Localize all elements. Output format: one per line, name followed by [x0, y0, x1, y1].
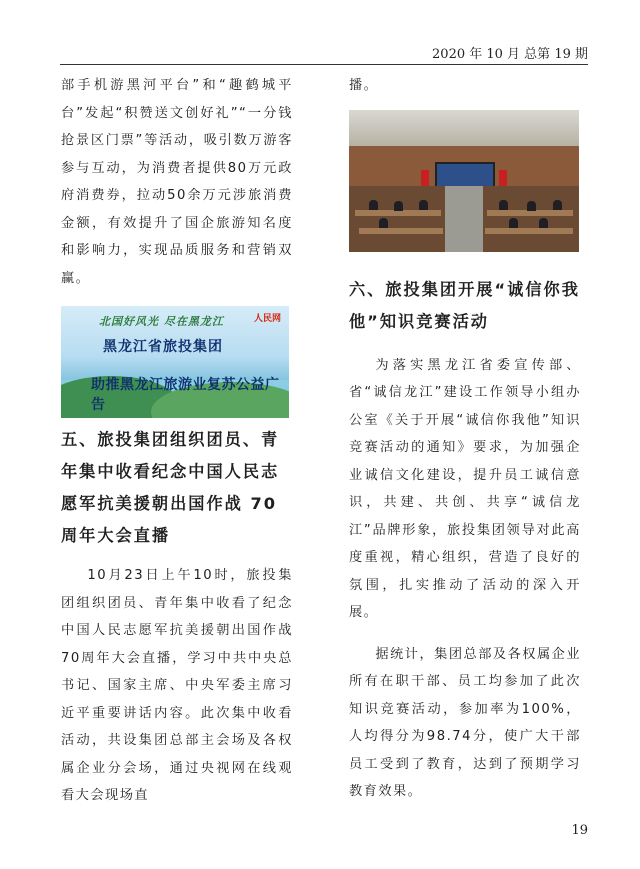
- photo-person: [527, 201, 536, 211]
- section-6-paragraph-1: 为落实黑龙江省委宣传部、省“诚信龙江”建设工作领导小组办公室《关于开展“诚信你我他”知识竞赛活动的通知》要求，为加强企业诚信文化建设，提升员工诚信意识，共建、共创、共享“诚信龙江”品牌形象，旅投集团领导对此高度重视，精心组织，营造了良好的氛围，扎实推动了活动的深入开展。: [349, 357, 581, 620]
- photo-person: [509, 218, 518, 228]
- issue-header: 2020 年 10 月 总第 19 期: [432, 47, 588, 62]
- left-column: [61, 72, 293, 810]
- continued-text: 播。: [349, 78, 379, 93]
- page-number: 19: [571, 823, 588, 838]
- photo-ceiling: [349, 110, 579, 146]
- section-heading-5: 五、旅投集团组织团员、青年集中收看纪念中国人民志愿军抗美援朝出国作战 70 周年大会直播: [61, 430, 280, 545]
- section-6-paragraph-2: 据统计，集团总部及各权属企业所有在职干部、员工均参加了此次知识竞赛活动，参加率为100%，人均得分为98.74分，使广大干部员工受到了教育，达到了预期学习教育效果。: [349, 646, 582, 799]
- meeting-photo: [349, 110, 579, 252]
- continued-paragraph: 部手机游黑河平台”和“趣鹤城平台”发起“积赞送文创好礼”“一分钱抢景区门票”等活动，吸引数万游客参与互动，为消费者提供80万元政府消费券，拉动50余万元涉旅消费金额，有效提升了国企旅游知名度和影响力，实现品质服务和营销双赢。: [61, 78, 293, 286]
- photo-person: [379, 218, 388, 228]
- photo-desk-row: [359, 228, 443, 234]
- photo-person: [499, 200, 508, 210]
- ad-banner-image: [61, 306, 289, 418]
- photo-person: [539, 218, 548, 228]
- banner-slogan: 北国好风光 尽在黑龙江: [99, 315, 224, 328]
- photo-person: [394, 201, 403, 211]
- banner-title-2: 助推黑龙江旅游业复苏公益广告: [91, 377, 280, 413]
- banner-logo: 人民网: [253, 314, 281, 324]
- section-5-paragraph: 10月23日上午10时，旅投集团组织团员、青年集中收看了纪念中国人民志愿军抗美援朝出国作战70周年大会直播，学习中共中央总书记、国家主席、中央军委主席习近平重要讲话内容。此次集中收看活动，共设集团总部主会场及各权属企业分会场，通过央视网在线观看大会现场直: [61, 568, 293, 803]
- photo-desk-row: [485, 228, 573, 234]
- section-heading-6: 六、旅投集团开展“诚信你我他”知识竞赛活动: [349, 279, 580, 331]
- banner-title-1: 黑龙江省旅投集团: [103, 339, 223, 355]
- right-column: [349, 72, 581, 806]
- photo-aisle: [445, 186, 483, 252]
- header-rule: [60, 64, 588, 65]
- photo-person: [369, 200, 378, 210]
- photo-person: [553, 200, 562, 210]
- photo-person: [419, 200, 428, 210]
